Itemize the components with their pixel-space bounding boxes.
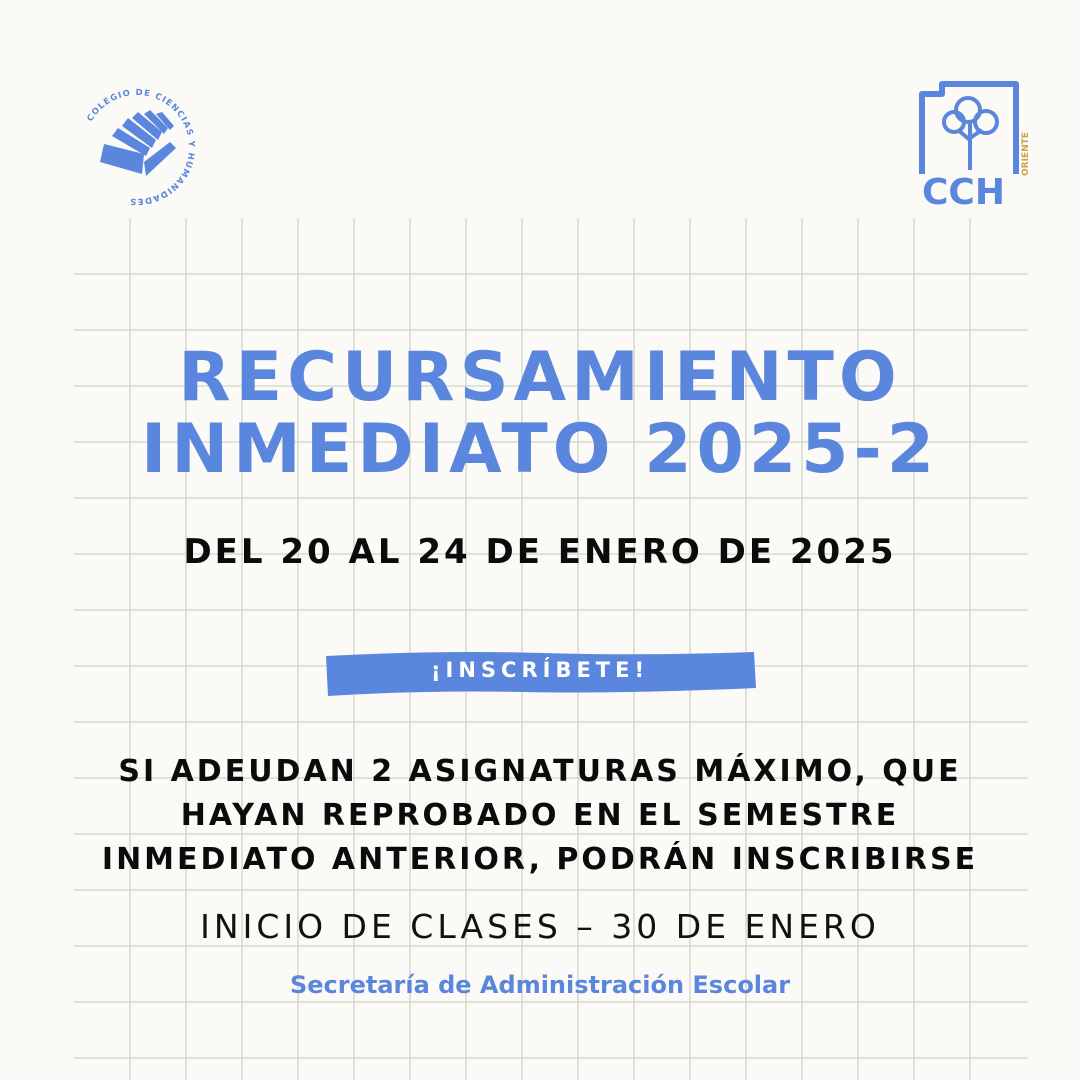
class-start-date: INICIO DE CLASES – 30 DE ENERO bbox=[200, 907, 880, 946]
svg-text:COLEGIO DE CIENCIAS Y HUMANIDA: COLEGIO DE CIENCIAS Y HUMANIDADES bbox=[84, 86, 198, 208]
inscribete-button[interactable]: ¡INSCRÍBETE! bbox=[322, 648, 758, 692]
svg-text:ORIENTE: ORIENTE bbox=[1021, 132, 1031, 176]
requirement-line-1: SI ADEUDAN 2 ASIGNATURAS MÁXIMO, QUE bbox=[118, 754, 962, 789]
colegio-ciencias-humanidades-logo bbox=[72, 82, 202, 212]
title-line-1: RECURSAMIENTO bbox=[178, 338, 902, 417]
inscribete-banner[interactable] bbox=[322, 648, 758, 700]
requirement-line-2: HAYAN REPROBADO EN EL SEMESTRE bbox=[180, 798, 900, 833]
svg-text:CCH: CCH bbox=[922, 172, 1005, 212]
cch-oriente-logo bbox=[912, 78, 1036, 212]
requirement-line-3: INMEDIATO ANTERIOR, PODRÁN INSCRIBIRSE bbox=[101, 842, 979, 877]
registration-dates: DEL 20 AL 24 DE ENERO DE 2025 bbox=[183, 532, 897, 572]
title-line-2: INMEDIATO 2025-2 bbox=[140, 410, 940, 489]
issuing-office: Secretaría de Administración Escolar bbox=[289, 971, 791, 999]
